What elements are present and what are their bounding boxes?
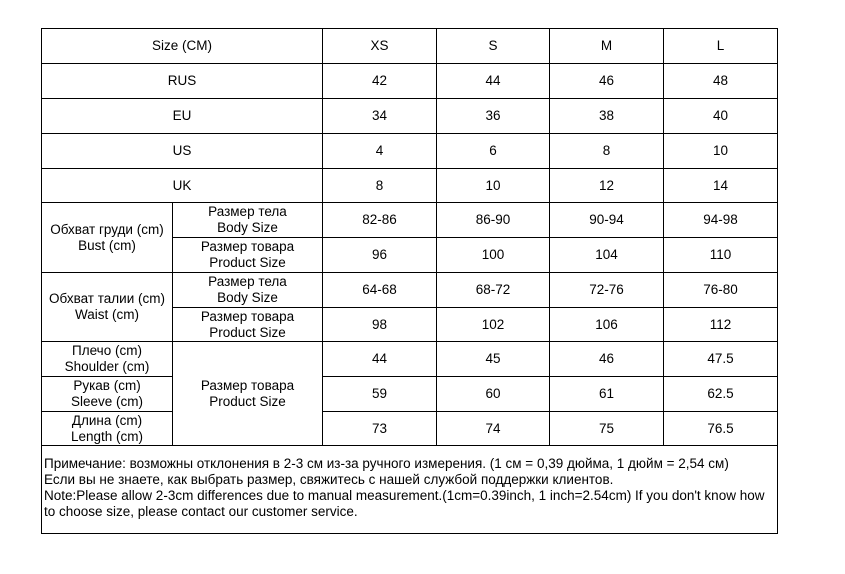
product-size-label-ru: Размер товара: [200, 239, 295, 254]
table-row-rus: [42, 64, 778, 99]
product-size-group-label: [173, 342, 323, 446]
bust-body-size-label: [173, 203, 323, 238]
cell-shoulder-xs: 44: [323, 342, 437, 377]
sleeve-label: [42, 377, 173, 412]
cell-eu-l: 40: [664, 99, 778, 134]
bust-label-en: Bust (cm): [78, 237, 136, 253]
cell-shoulder-l: 47.5: [664, 342, 778, 377]
product-size-label-en: Product Size: [209, 393, 286, 409]
cell-rus-l: 48: [664, 64, 778, 99]
cell-bust-body-s: 86-90: [437, 203, 550, 238]
cell-uk-xs: 8: [323, 169, 437, 203]
cell-sleeve-xs: 59: [323, 377, 437, 412]
row-label-us: US: [42, 134, 323, 169]
cell-length-xs: 73: [323, 412, 437, 446]
size-s-header: S: [437, 29, 550, 64]
sleeve-label-ru: Рукав (cm): [73, 378, 141, 393]
cell-waist-body-xs: 64-68: [323, 273, 437, 308]
cell-waist-product-m: 106: [550, 308, 664, 342]
cell-sleeve-s: 60: [437, 377, 550, 412]
table-row-length: [42, 412, 778, 446]
cell-uk-m: 12: [550, 169, 664, 203]
table-row-waist-body: [42, 273, 778, 308]
cell-bust-body-m: 90-94: [550, 203, 664, 238]
cell-us-m: 8: [550, 134, 664, 169]
bust-label: [42, 203, 173, 273]
cell-waist-body-m: 72-76: [550, 273, 664, 308]
cell-eu-m: 38: [550, 99, 664, 134]
cell-waist-body-l: 76-80: [664, 273, 778, 308]
body-size-label-en: Body Size: [217, 220, 278, 235]
length-label-ru: Длина (cm): [71, 412, 143, 428]
cell-length-s: 74: [437, 412, 550, 446]
waist-label: [42, 273, 173, 342]
cell-waist-product-s: 102: [437, 308, 550, 342]
row-label-uk: UK: [42, 169, 323, 203]
cell-length-l: 76.5: [664, 412, 778, 446]
note-row: [42, 446, 778, 534]
cell-uk-s: 10: [437, 169, 550, 203]
size-xs-header: XS: [323, 29, 437, 64]
cell-waist-product-xs: 98: [323, 308, 437, 342]
cell-us-s: 6: [437, 134, 550, 169]
cell-length-m: 75: [550, 412, 664, 446]
cell-shoulder-m: 46: [550, 342, 664, 377]
cell-bust-product-xs: 96: [323, 238, 437, 273]
table-row-eu: [42, 99, 778, 134]
shoulder-label: [42, 342, 173, 377]
measurement-note: [42, 446, 778, 534]
note-line-en: Note:Please allow 2-3cm differences due to manual measurement.(1cm=0.39inch, 1 inch=2.54cm) If you don't know how to choose size, please contact our customer service.: [44, 488, 765, 519]
cell-waist-product-l: 112: [664, 308, 778, 342]
product-size-label-en: Product Size: [209, 255, 286, 270]
bust-label-ru: Обхват груди (cm): [50, 221, 164, 237]
cell-bust-body-l: 94-98: [664, 203, 778, 238]
body-size-label-ru: Размер тела: [208, 204, 287, 219]
cell-rus-xs: 42: [323, 64, 437, 99]
size-chart-table: [41, 28, 778, 534]
note-line-ru-2: Если вы не знаете, как выбрать размер, свяжитесь с нашей службой поддержки клиентов.: [44, 472, 614, 487]
cell-shoulder-s: 45: [437, 342, 550, 377]
table-row-shoulder: [42, 342, 778, 377]
cell-rus-m: 46: [550, 64, 664, 99]
size-header-cell: Size (CM): [42, 29, 323, 64]
size-m-header: M: [550, 29, 664, 64]
row-label-rus: RUS: [42, 64, 323, 99]
table-row-uk: [42, 169, 778, 203]
cell-us-xs: 4: [323, 134, 437, 169]
sleeve-label-en: Sleeve (cm): [70, 394, 143, 409]
body-size-label-ru: Размер тела: [208, 274, 287, 289]
length-label-en: Length (cm): [70, 428, 144, 444]
header-row: [42, 29, 778, 64]
cell-uk-l: 14: [664, 169, 778, 203]
cell-rus-s: 44: [437, 64, 550, 99]
product-size-label-en: Product Size: [209, 324, 286, 340]
cell-bust-body-xs: 82-86: [323, 203, 437, 238]
length-label: [42, 412, 173, 446]
shoulder-label-en: Shoulder (cm): [64, 359, 150, 374]
product-size-label-ru: Размер товара: [200, 377, 295, 393]
note-line-ru-1: Примечание: возможны отклонения в 2-3 см из-за ручного измерения. (1 см = 0,39 дюйма, 1 дюйм = 2,54 см): [44, 456, 729, 471]
cell-sleeve-l: 62.5: [664, 377, 778, 412]
body-size-label-en: Body Size: [217, 290, 278, 305]
cell-bust-product-m: 104: [550, 238, 664, 273]
cell-bust-product-l: 110: [664, 238, 778, 273]
cell-us-l: 10: [664, 134, 778, 169]
waist-label-ru: Обхват талии (cm): [49, 291, 165, 306]
shoulder-label-ru: Плечо (cm): [72, 343, 142, 358]
table-row-us: [42, 134, 778, 169]
cell-waist-body-s: 68-72: [437, 273, 550, 308]
cell-bust-product-s: 100: [437, 238, 550, 273]
waist-label-en: Waist (cm): [75, 307, 139, 322]
table-row-bust-body: [42, 203, 778, 238]
bust-product-size-label: [173, 238, 323, 273]
row-label-eu: EU: [42, 99, 323, 134]
size-l-header: L: [664, 29, 778, 64]
waist-product-size-label: [173, 308, 323, 342]
waist-body-size-label: [173, 273, 323, 308]
product-size-label-ru: Размер товара: [200, 308, 295, 324]
cell-eu-s: 36: [437, 99, 550, 134]
cell-eu-xs: 34: [323, 99, 437, 134]
cell-sleeve-m: 61: [550, 377, 664, 412]
table-row-sleeve: [42, 377, 778, 412]
